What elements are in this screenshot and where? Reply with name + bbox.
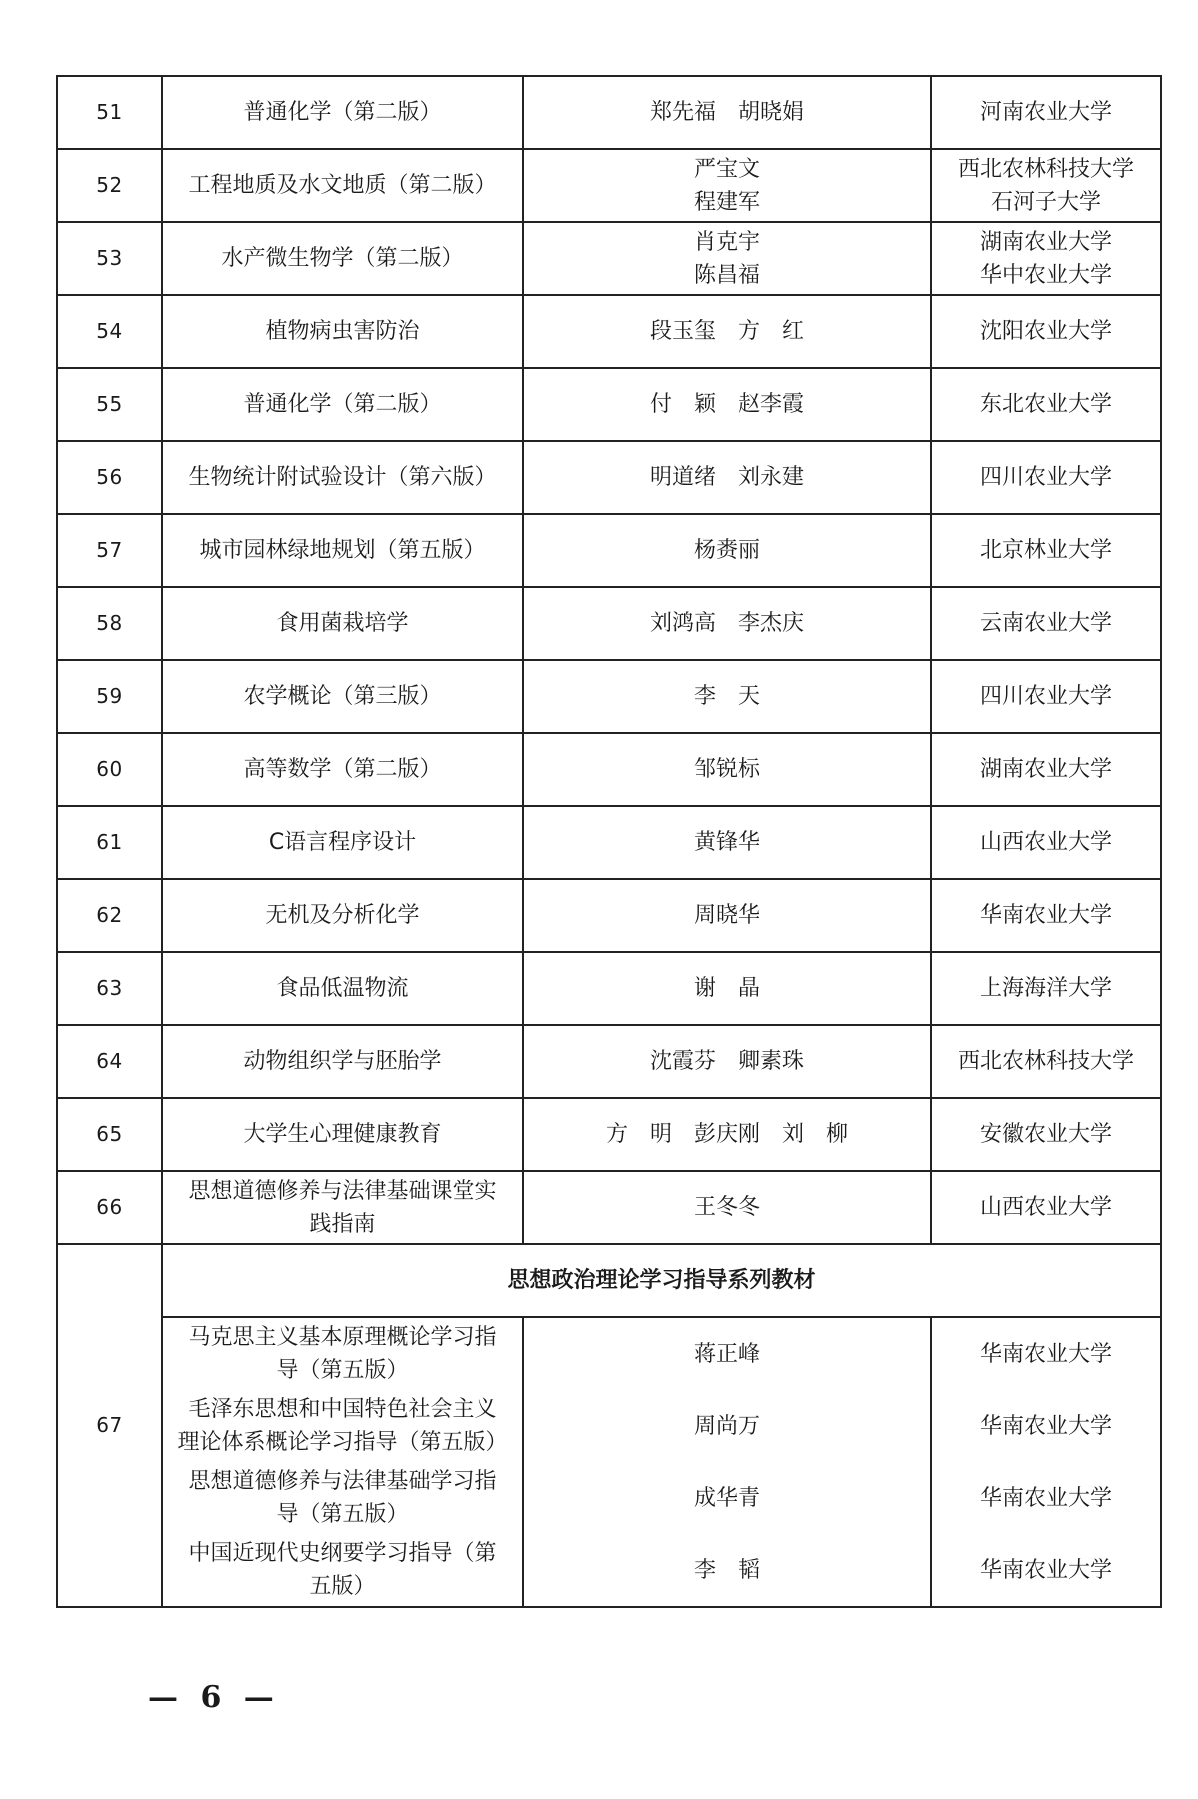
textbook-title-line: 马克思主义基本原理概论学习指 [188,1325,497,1350]
institution-name-line: 四川农业大学 [979,465,1112,490]
row-number: 52 [57,149,162,222]
author-names [523,1098,931,1171]
textbook-title-line: 农学概论（第三版） [243,684,442,709]
row-number: 56 [57,441,162,514]
textbook-title [162,952,523,1025]
textbook-title [162,514,523,587]
author-names-line: 蒋正峰 [693,1341,760,1367]
table-row [57,660,1161,733]
textbook-title-line: C语言程序设计 [268,830,417,855]
author-names [523,1462,931,1534]
series-item-row [57,1390,1161,1462]
institution-name [931,1462,1161,1534]
author-names-line: 黄锋华 [693,830,760,855]
textbook-title [162,441,523,514]
table-row [57,1171,1161,1244]
institution-name [931,1098,1161,1171]
institution-name [931,587,1161,660]
author-names [523,441,931,514]
series-title: 思想政治理论学习指导系列教材 [162,1244,1161,1317]
institution-name-line: 湖南农业大学 [979,229,1112,255]
row-number: 51 [57,76,162,149]
textbook-title-line: 大学生心理健康教育 [243,1122,442,1147]
series-item-row [57,1462,1161,1534]
author-names-line: 沈霞芬 卿素珠 [649,1049,804,1074]
author-names-line: 方 明 彭庆刚 刘 柳 [605,1122,848,1147]
table-row [57,587,1161,660]
textbook-title [162,149,523,222]
author-names [523,660,931,733]
author-names-line: 付 颖 赵李霞 [649,392,804,417]
author-names-line: 陈昌福 [693,262,760,288]
author-names-line: 严宝文 [693,156,760,182]
institution-name [931,441,1161,514]
author-names-line: 邹锐标 [693,757,760,782]
author-names [523,76,931,149]
row-number: 66 [57,1171,162,1244]
table-row [57,222,1161,295]
author-names [523,1317,931,1390]
table-row [57,149,1161,222]
institution-name-line: 石河子大学 [990,189,1101,215]
row-number: 62 [57,879,162,952]
author-names-line: 程建军 [693,189,760,215]
table-row [57,441,1161,514]
table-row [57,514,1161,587]
textbook-title [162,1390,523,1462]
series-header-row [57,1244,1161,1317]
series-item-row [57,1317,1161,1390]
table-row [57,1025,1161,1098]
author-names [523,587,931,660]
author-names-line: 肖克宇 [693,229,760,255]
institution-name-line: 华南农业大学 [979,1557,1112,1583]
institution-name-line: 山西农业大学 [979,830,1112,855]
textbook-title-line: 毛泽东思想和中国特色社会主义 [188,1397,497,1422]
institution-name [931,295,1161,368]
author-names [523,514,931,587]
institution-name-line: 河南农业大学 [979,100,1112,125]
institution-name [931,952,1161,1025]
author-names [523,295,931,368]
textbook-title-line: 践指南 [309,1211,376,1237]
textbook-title [162,1462,523,1534]
textbook-title [162,733,523,806]
institution-name-line: 沈阳农业大学 [979,319,1112,344]
textbook-title [162,1098,523,1171]
author-names-line: 明道绪 刘永建 [649,465,804,490]
textbook-title-line: 五版） [309,1574,376,1599]
institution-name [931,733,1161,806]
row-number: 54 [57,295,162,368]
textbook-title [162,1025,523,1098]
author-names [523,1534,931,1607]
author-names [523,222,931,295]
textbook-title-line: 思想道德修养与法律基础课堂实 [188,1178,497,1204]
table-row [57,76,1161,149]
textbook-title-line: 高等数学（第二版） [243,757,442,782]
textbook-title [162,879,523,952]
table-body [57,76,1161,1607]
author-names [523,952,931,1025]
author-names-line: 周尚万 [693,1413,760,1439]
row-number: 65 [57,1098,162,1171]
textbook-title [162,76,523,149]
institution-name-line: 华南农业大学 [979,1341,1112,1367]
series-item-row [57,1534,1161,1607]
author-names-line: 李 韬 [693,1557,760,1583]
author-names [523,879,931,952]
author-names-line: 成华青 [693,1485,760,1511]
row-number: 63 [57,952,162,1025]
textbook-title [162,1534,523,1607]
row-number: 60 [57,733,162,806]
textbook-title-line: 理论体系概论学习指导（第五版） [177,1430,508,1455]
row-number: 58 [57,587,162,660]
institution-name [931,806,1161,879]
textbook-title [162,660,523,733]
textbook-title [162,806,523,879]
institution-name-line: 四川农业大学 [979,684,1112,709]
row-number: 67 [57,1244,162,1607]
institution-name-line: 华南农业大学 [979,903,1112,928]
author-names-line: 周晓华 [693,903,760,928]
institution-name-line: 湖南农业大学 [979,757,1112,782]
textbook-title-line: 食用菌栽培学 [276,611,409,636]
table-row [57,368,1161,441]
textbook-title-line: 食品低温物流 [276,976,409,1001]
author-names [523,1171,931,1244]
author-names-line: 段玉玺 方 红 [649,319,804,344]
row-number: 57 [57,514,162,587]
textbook-title [162,222,523,295]
institution-name [931,660,1161,733]
textbook-title [162,295,523,368]
institution-name [931,76,1161,149]
author-names [523,733,931,806]
institution-name [931,1171,1161,1244]
textbook-title-line: 普通化学（第二版） [243,392,442,417]
author-names-line: 谢 晶 [693,976,760,1001]
institution-name [931,1025,1161,1098]
institution-name-line: 东北农业大学 [979,392,1112,417]
author-names [523,1025,931,1098]
textbook-title [162,368,523,441]
row-number: 64 [57,1025,162,1098]
institution-name [931,514,1161,587]
textbook-title [162,587,523,660]
textbook-title-line: 工程地质及水文地质（第二版） [188,173,497,198]
page-number: — 6 — [148,1680,280,1715]
textbook-title [162,1317,523,1390]
author-names-line: 李 天 [693,684,760,709]
row-number: 55 [57,368,162,441]
institution-name-line: 山西农业大学 [979,1195,1112,1220]
textbook-title-line: 普通化学（第二版） [243,100,442,125]
textbook-title-line: 水产微生物学（第二版） [221,246,464,271]
institution-name-line: 云南农业大学 [979,611,1112,636]
row-number: 59 [57,660,162,733]
author-names-line: 刘鸿高 李杰庆 [649,611,804,636]
author-names-line: 王冬冬 [693,1195,760,1220]
textbook-title-line: 城市园林绿地规划（第五版） [199,538,486,563]
row-number: 53 [57,222,162,295]
author-names [523,368,931,441]
institution-name-line: 华南农业大学 [979,1485,1112,1511]
textbook-title [162,1171,523,1244]
institution-name-line: 西北农林科技大学 [957,1049,1134,1074]
table-row [57,295,1161,368]
institution-name [931,879,1161,952]
textbook-title-line: 无机及分析化学 [265,903,420,928]
textbook-title-line: 植物病虫害防治 [265,319,420,344]
textbook-title-line: 导（第五版） [276,1502,409,1527]
textbook-title-line: 生物统计附试验设计（第六版） [188,465,497,490]
institution-name-line: 西北农林科技大学 [957,156,1134,182]
author-names-line: 郑先福 胡晓娟 [649,100,804,125]
institution-name-line: 华中农业大学 [979,262,1112,288]
table-row [57,806,1161,879]
textbook-title-line: 中国近现代史纲要学习指导（第 [188,1541,497,1566]
institution-name [931,149,1161,222]
table-row [57,1098,1161,1171]
table-row [57,879,1161,952]
table-row [57,952,1161,1025]
row-number: 61 [57,806,162,879]
institution-name [931,222,1161,295]
institution-name-line: 北京林业大学 [979,538,1112,563]
institution-name-line: 安徽农业大学 [979,1122,1112,1147]
institution-name [931,368,1161,441]
author-names [523,806,931,879]
institution-name [931,1534,1161,1607]
institution-name-line: 华南农业大学 [979,1413,1112,1439]
textbook-title-line: 导（第五版） [276,1358,409,1383]
table-row [57,733,1161,806]
author-names [523,149,931,222]
textbook-title-line: 动物组织学与胚胎学 [243,1049,442,1074]
author-names [523,1390,931,1462]
textbook-list-table [56,75,1162,1608]
institution-name [931,1390,1161,1462]
institution-name-line: 上海海洋大学 [979,976,1112,1001]
institution-name [931,1317,1161,1390]
author-names-line: 杨赉丽 [693,538,760,563]
textbook-title-line: 思想道德修养与法律基础学习指 [188,1469,497,1494]
